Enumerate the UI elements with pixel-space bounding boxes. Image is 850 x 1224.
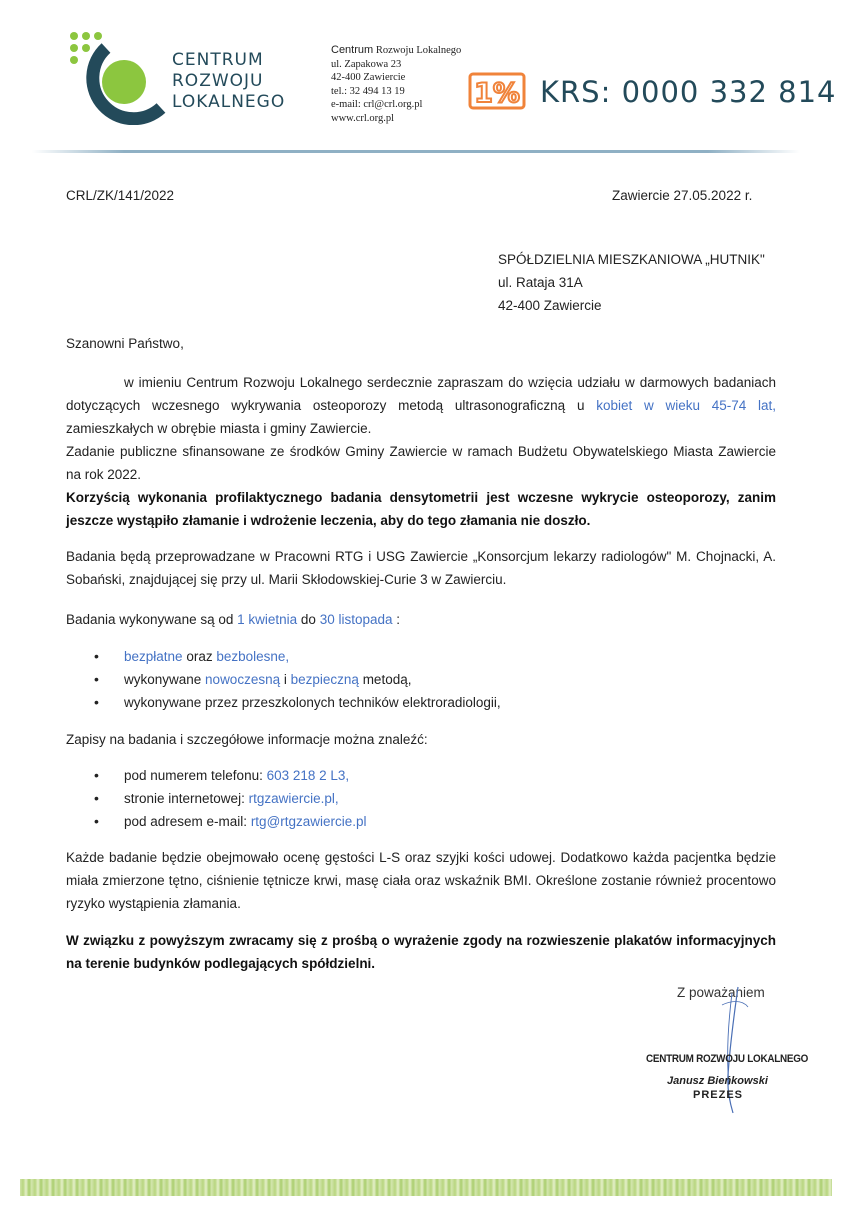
list-item: • pod numerem telefonu: 603 218 2 L3, [94,764,367,787]
reference-number: CRL/ZK/141/2022 [66,188,175,203]
list-item: • wykonywane przez przeszkolonych techników elektroradiologii, [94,691,501,714]
stamp-organization: CENTRUM ROZWOJU LOKALNEGO [646,1053,809,1065]
paragraph-exam-scope: Każde badanie będzie obejmowało ocenę gęstości L-S oraz szyjki kości udowej. Dodatkowo każda pacjentka będzie miała zmierzone tętno, ciśnienie tętnicze krwi, masę ciała oraz wskaźnik BMI. Określone zostanie również procentowo ryzyko wystąpienia złamania. [66,850,776,911]
one-percent-badge [468,72,526,110]
paragraph-request: W związku z powyższym zwracamy się z prośbą o wyrażenie zgody na rozwieszenie plakatów informacyjnych na terenie budynków podlegających spółdzielni. [66,933,776,971]
sender-contact: Centrum Rozwoju Lokalnego ul. Zapakowa 23 42-400 Zawiercie tel.: 32 494 13 19 e-mail: crl@crl.org.pl www.crl.org.pl [331,44,462,124]
contact-list [94,764,367,833]
footer-decoration [20,1179,832,1196]
logo-text: CENTRUM ROZWOJU LOKALNEGO [172,50,286,112]
paragraph-invitation: w imieniu Centrum Rozwoju Lokalnego serdecznie zapraszam do wzięcia udziału w darmowych badaniach dotyczących wczesnego wykrywania osteoporozy metodą ultrasonograficzną u kobiet w wieku 45-74 lat, zamieszkałych w obrębie miasta i gminy Zawiercie. [66,375,777,436]
email-link[interactable]: rtg@rtgzawiercie.pl [250,814,367,829]
list-item: • wykonywane nowoczesną i bezpieczną metodą, [94,668,501,691]
paragraph-registration: Zapisy na badania i szczegółowe informacje można znaleźć: [66,732,428,747]
list-item: • stronie internetowej: rtgzawiercie.pl, [94,787,367,810]
website-link[interactable]: rtgzawiercie.pl, [248,791,339,806]
greeting: Szanowni Państwo, [66,336,184,351]
stamp-name: Janusz Bieńkowski [667,1075,768,1087]
recipient-address: SPÓŁDZIELNIA MIESZKANIOWA „HUTNIK" ul. Rataja 31A 42-400 Zawiercie [498,252,765,313]
paragraph-funding: Zadanie publiczne sfinansowane ze środków Gminy Zawiercie w ramach Budżetu Obywatelskiego Miasta Zawiercie na rok 2022. [66,444,776,482]
paragraph-location: Badania będą przeprowadzane w Pracowni RTG i USG Zawiercie „Konsorcjum lekarzy radiologów" M. Chojnacki, A. Sobański, znajdującej się przy ul. Marii Skłodowskiej-Curie 3 w Zawierciu. [66,549,776,587]
stamp-title: PREZES [693,1089,744,1101]
krs-number: KRS: 0000 332 814 [540,75,837,109]
svg-text:1%: 1% [474,78,520,109]
phone-link[interactable]: 603 218 2 L3, [266,768,350,783]
list-item: • pod adresem e-mail: rtg@rtgzawiercie.pl [94,810,367,833]
paragraph-benefit: Korzyścią wykonania profilaktycznego badania densytometrii jest wczesne wykrycie osteoporozy, zanim jeszcze wystąpiło złamanie i wdrożenie leczenia, aby do tego złamania nie doszło. [66,490,776,528]
header-divider [32,150,800,153]
closing: Z poważaniem [677,985,765,1000]
features-list [94,645,501,714]
letter-date: Zawiercie 27.05.2022 r. [612,188,753,203]
list-item: • bezpłatne oraz bezbolesne, [94,645,501,668]
paragraph-dates: Badania wykonywane są od 1 kwietnia do 30 listopada : [66,612,401,627]
